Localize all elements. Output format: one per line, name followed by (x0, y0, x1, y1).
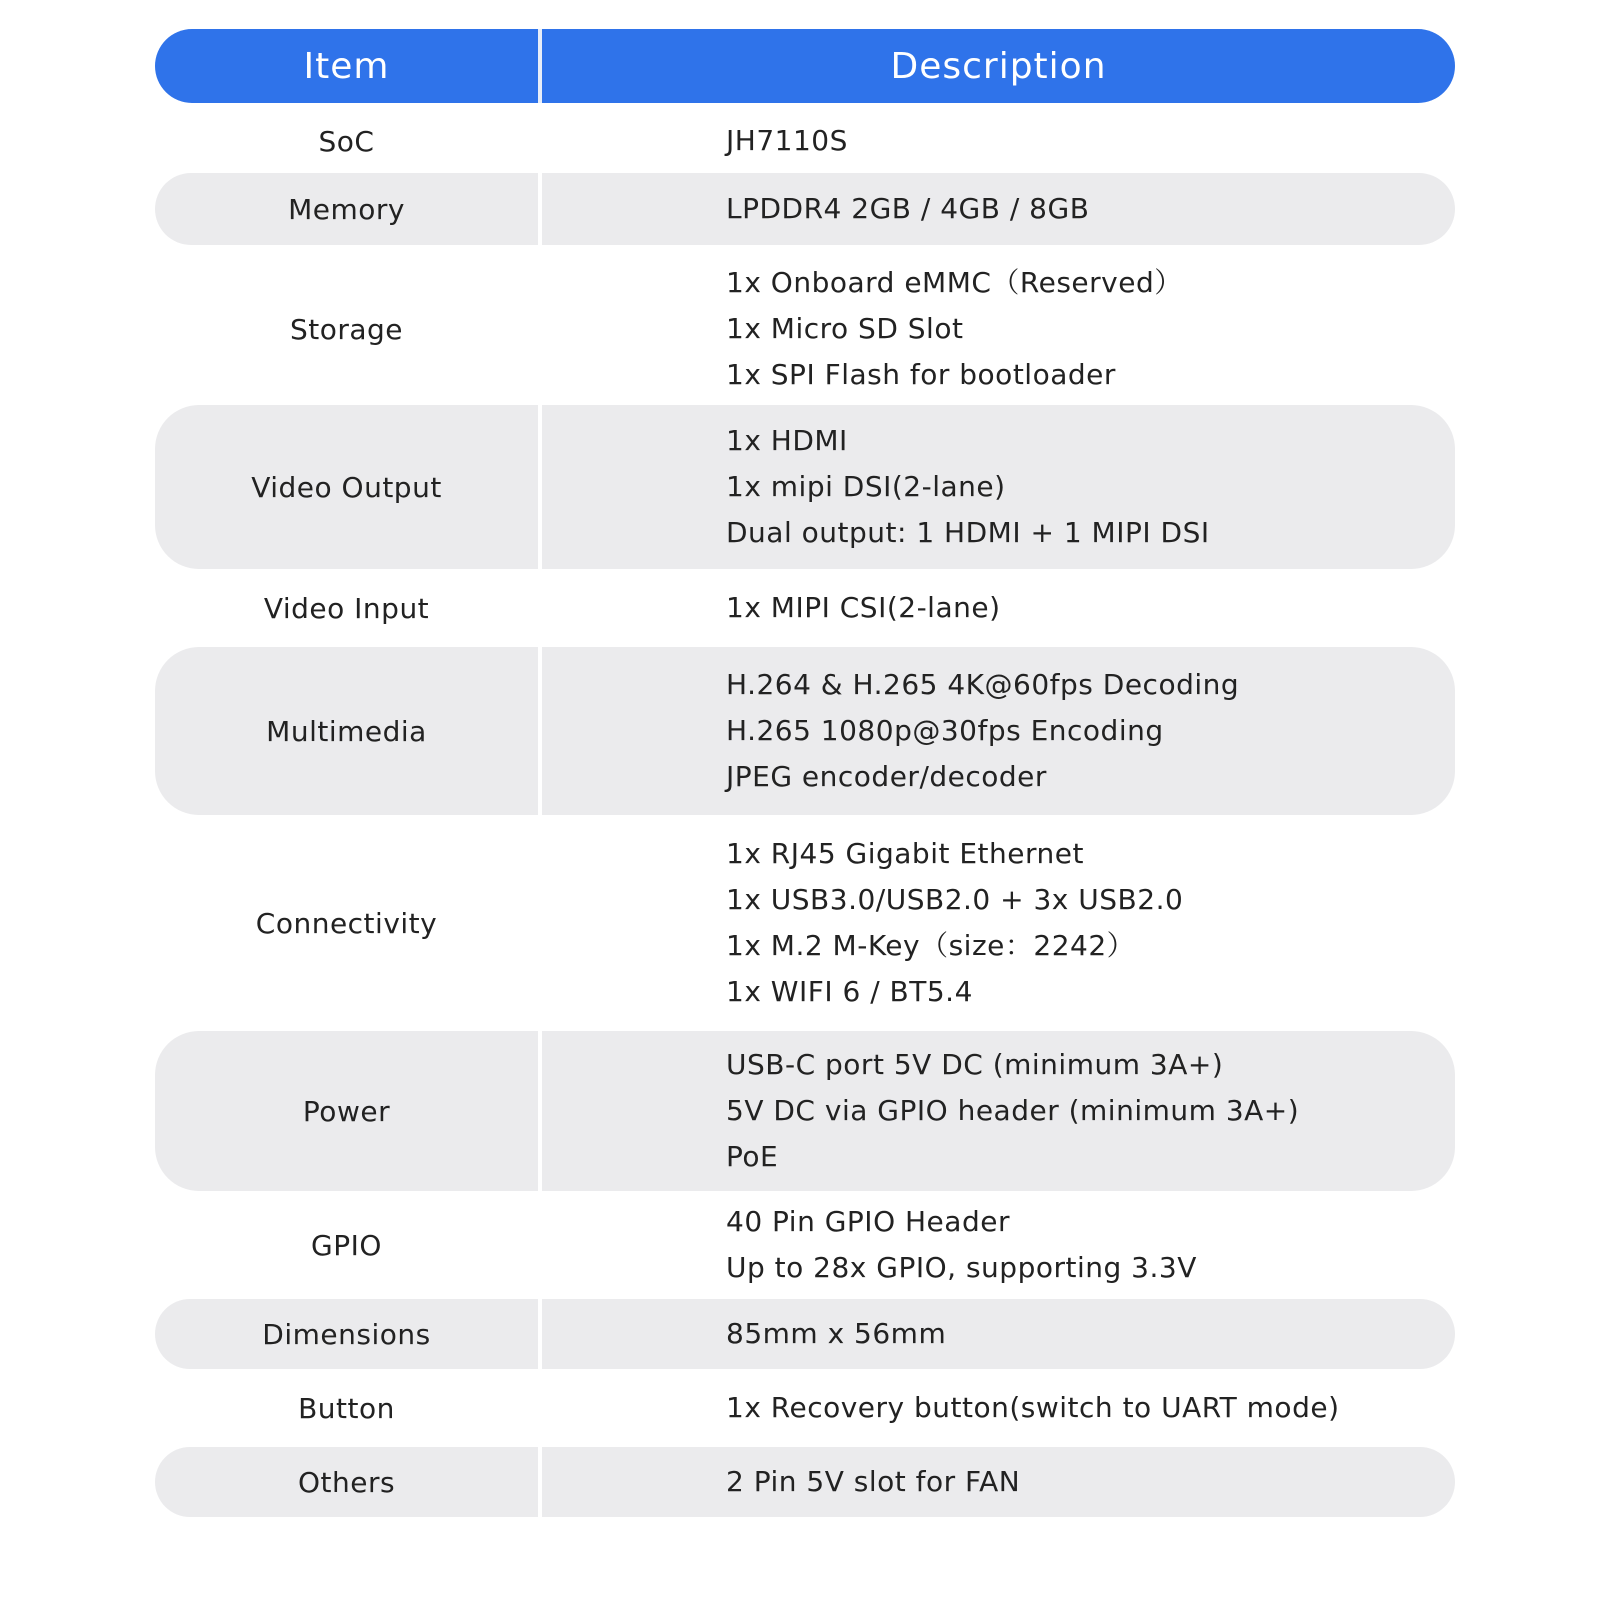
row-description (542, 173, 1455, 245)
description-line: 1x Recovery button(switch to UART mode) (726, 1391, 1340, 1424)
description-line: 1x WIFI 6 / BT5.4 (726, 975, 973, 1008)
row-item-label: GPIO (155, 1191, 542, 1299)
row-item-label: Connectivity (155, 815, 542, 1031)
description-line: 1x MIPI CSI(2-lane) (726, 591, 1001, 624)
row-description (542, 1299, 1455, 1369)
row-item-label: Video Input (155, 569, 542, 647)
table-row (155, 815, 1455, 1031)
table-row (155, 1191, 1455, 1299)
description-line: Dual output: 1 HDMI + 1 MIPI DSI (726, 516, 1210, 549)
row-item-label: Video Output (155, 405, 542, 569)
header-description: Description (890, 45, 1107, 87)
description-line: 2 Pin 5V slot for FAN (726, 1465, 1021, 1498)
description-line: JH7110S (726, 124, 848, 157)
row-item-label: Others (155, 1447, 542, 1517)
description-line: 1x Micro SD Slot (726, 312, 964, 345)
description-line: 1x USB3.0/USB2.0 + 3x USB2.0 (726, 883, 1184, 916)
description-line: 85mm x 56mm (726, 1317, 947, 1350)
description-line: 1x Onboard eMMC（Reserved） (726, 266, 1183, 299)
row-description (542, 1031, 1455, 1191)
table-row (155, 1369, 1455, 1447)
table-row (155, 1031, 1455, 1191)
header-item: Item (155, 29, 542, 103)
description-line: 1x M.2 M-Key（size：2242） (726, 929, 1136, 962)
row-description (542, 647, 1455, 815)
table-row (155, 647, 1455, 815)
table-body (155, 109, 1455, 1517)
description-line: Up to 28x GPIO, supporting 3.3V (726, 1251, 1197, 1284)
table-row (155, 109, 1455, 173)
row-description (542, 405, 1455, 569)
description-line: 40 Pin GPIO Header (726, 1205, 1010, 1238)
description-line: USB-C port 5V DC (minimum 3A+) (726, 1048, 1224, 1081)
spec-table (155, 29, 1455, 1517)
table-row (155, 253, 1455, 405)
description-line: H.264 & H.265 4K@60fps Decoding (726, 668, 1240, 701)
row-item-label: Dimensions (155, 1299, 542, 1369)
table-row (155, 405, 1455, 569)
row-item-label: Memory (155, 173, 542, 245)
description-line: PoE (726, 1140, 779, 1173)
row-item-label: Multimedia (155, 647, 542, 815)
description-line: H.265 1080p@30fps Encoding (726, 714, 1164, 747)
description-line: 1x mipi DSI(2-lane) (726, 470, 1006, 503)
row-item-label: Storage (155, 253, 542, 405)
row-description (542, 569, 1455, 647)
row-description (542, 1191, 1455, 1299)
row-item-label: Power (155, 1031, 542, 1191)
table-row (155, 1299, 1455, 1369)
row-item-label: Button (155, 1369, 542, 1447)
description-line: 1x SPI Flash for bootloader (726, 358, 1116, 391)
row-description (542, 253, 1455, 405)
row-description (542, 815, 1455, 1031)
row-description (542, 1369, 1455, 1447)
row-description (542, 1447, 1455, 1517)
table-header (155, 29, 1455, 103)
description-line: 5V DC via GPIO header (minimum 3A+) (726, 1094, 1300, 1127)
table-row (155, 1447, 1455, 1517)
row-item-label: SoC (155, 109, 542, 173)
description-line: 1x RJ45 Gigabit Ethernet (726, 837, 1084, 870)
table-row (155, 173, 1455, 245)
description-line: JPEG encoder/decoder (726, 760, 1047, 793)
description-line: 1x HDMI (726, 424, 848, 457)
table-row (155, 569, 1455, 647)
description-line: LPDDR4 2GB / 4GB / 8GB (726, 192, 1090, 225)
row-description (542, 109, 1455, 173)
